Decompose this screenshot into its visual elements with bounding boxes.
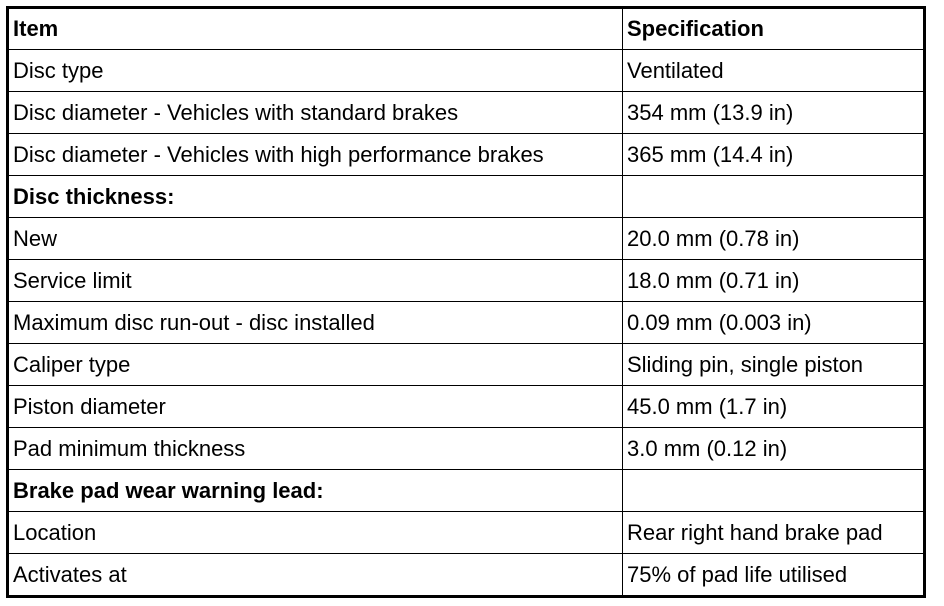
spec-cell: 365 mm (14.4 in)	[623, 134, 925, 176]
column-header-item: Item	[8, 8, 623, 50]
item-cell: Disc diameter - Vehicles with standard brakes	[8, 92, 623, 134]
table-row	[8, 386, 925, 428]
table-row	[8, 50, 925, 92]
item-cell: Piston diameter	[8, 386, 623, 428]
spec-cell	[623, 470, 925, 512]
spec-cell: Rear right hand brake pad	[623, 512, 925, 554]
spec-cell: 18.0 mm (0.71 in)	[623, 260, 925, 302]
spec-cell: 75% of pad life utilised	[623, 554, 925, 597]
table-row	[8, 302, 925, 344]
table-row	[8, 260, 925, 302]
table-header-row	[8, 8, 925, 50]
spec-cell: 20.0 mm (0.78 in)	[623, 218, 925, 260]
item-cell: Location	[8, 512, 623, 554]
item-cell: Pad minimum thickness	[8, 428, 623, 470]
spec-cell: 0.09 mm (0.003 in)	[623, 302, 925, 344]
item-cell: Disc diameter - Vehicles with high performance brakes	[8, 134, 623, 176]
spec-cell	[623, 176, 925, 218]
spec-cell: Sliding pin, single piston	[623, 344, 925, 386]
table-row	[8, 344, 925, 386]
spec-cell: 354 mm (13.9 in)	[623, 92, 925, 134]
table-row	[8, 218, 925, 260]
section-header-row	[8, 176, 925, 218]
item-cell: Caliper type	[8, 344, 623, 386]
table-row	[8, 554, 925, 597]
item-cell: Maximum disc run-out - disc installed	[8, 302, 623, 344]
spec-cell: 3.0 mm (0.12 in)	[623, 428, 925, 470]
item-cell: Disc type	[8, 50, 623, 92]
table-row	[8, 428, 925, 470]
item-cell: Activates at	[8, 554, 623, 597]
item-cell: Service limit	[8, 260, 623, 302]
table-row	[8, 92, 925, 134]
column-header-specification: Specification	[623, 8, 925, 50]
section-title-cell: Brake pad wear warning lead:	[8, 470, 623, 512]
section-header-row	[8, 470, 925, 512]
item-cell: New	[8, 218, 623, 260]
table-row	[8, 134, 925, 176]
table-row	[8, 512, 925, 554]
spec-cell: 45.0 mm (1.7 in)	[623, 386, 925, 428]
section-title-cell: Disc thickness:	[8, 176, 623, 218]
brake-specification-table	[6, 6, 926, 598]
spec-cell: Ventilated	[623, 50, 925, 92]
